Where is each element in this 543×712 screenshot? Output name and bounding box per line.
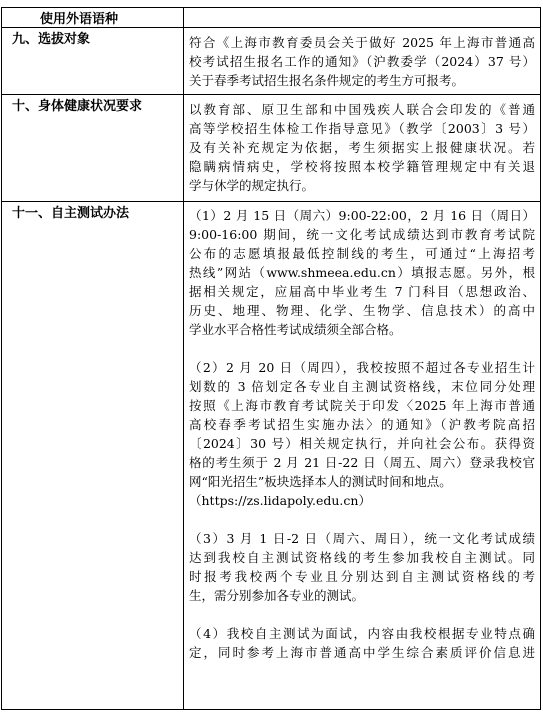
text-line: 学与休学的规定执行。 xyxy=(189,178,315,193)
text-line: （4）我校自主测试为面试，内容由我校根据专业特点确 xyxy=(189,626,535,641)
paragraph-gap xyxy=(184,605,540,624)
text-line: 生，需分别参加各专业的测试。 xyxy=(189,588,365,603)
row-label: 十一、自主测试办法 xyxy=(12,206,130,221)
row-content-cell xyxy=(184,28,541,95)
text-line: 定，同时参考上海市普通高中学生综合素质评价信息进 xyxy=(189,645,535,660)
text-line: 公布的志愿填报最低控制线的考生，可通过“上海招考 xyxy=(189,246,535,261)
text-line: （3）3 月 1 日-2 日（周六、周日），统一文化考试成绩 xyxy=(189,531,535,546)
row-value-cell xyxy=(184,8,541,28)
text-line: 隐瞒病情病史，学校将按照本校学籍管理规定中有关退 xyxy=(189,159,535,174)
text-line: 网“阳光招生”板块选择本人的测试时间和地点。 xyxy=(189,474,452,489)
paragraph-4 xyxy=(184,624,535,662)
text-line: 格的考生须于 2 月 21 日-22 日（周五、周六）登录我校官 xyxy=(189,455,535,470)
paragraph-3 xyxy=(184,529,535,605)
row-label: 十、身体健康状况要求 xyxy=(12,99,143,114)
row-label-cell xyxy=(2,202,184,710)
row-label-cell xyxy=(2,28,184,95)
paragraph-1 xyxy=(184,202,535,339)
text-line: 划数的 3 倍划定各专业自主测试资格线，末位同分处理 xyxy=(189,379,535,394)
text-line: 高校春季考试招生实施办法〉的通知》（沪教考院高招 xyxy=(189,417,535,432)
text-line: 学业水平合格性考试成绩须全部合格。 xyxy=(189,322,402,337)
table-row-selection xyxy=(2,28,541,95)
paragraph-gap xyxy=(184,510,540,529)
text-line: 〔2024〕30 号）相关规定执行，并向社会公布。获得资 xyxy=(189,436,535,451)
text-line: （2）2 月 20 日（周四），我校按照不超过各专业招生计 xyxy=(189,360,535,375)
table-row-health xyxy=(2,95,541,202)
text-line: 按照《上海市教育考试院关于印发〈2025 年上海市普通 xyxy=(189,398,535,413)
text-line: 据相关规定，应届高中毕业考生 7 门科目（思想政治、 xyxy=(189,284,535,299)
table-row-language xyxy=(2,8,541,28)
row-content-cell xyxy=(184,202,541,710)
text-line: 热线”网站（www.shmeea.edu.cn）填报志愿。另外，根 xyxy=(189,265,535,280)
row-label: 使用外语语种 xyxy=(40,12,119,27)
text-line: 及有关补充规定为依据，考生须据实上报健康状况。若 xyxy=(189,140,535,155)
text-line: 校考试招生报名工作的通知》（沪教委学（2024）37 号） xyxy=(189,54,535,69)
text-line: 以教育部、原卫生部和中国残疾人联合会印发的《普通 xyxy=(189,102,535,117)
row-label-cell xyxy=(2,8,184,28)
text-line: 历史、地理、物理、化学、生物学、信息技术）的高中 xyxy=(189,303,535,318)
text-line: 关于春季考试招生报名条件规定的考生方可报考。 xyxy=(189,73,465,88)
text-line: 高等学校招生体检工作指导意见》（教学〔2003〕3 号） xyxy=(189,121,535,136)
table-row-self-test xyxy=(2,202,541,710)
row-label-cell xyxy=(2,95,184,202)
row-label: 九、选拔对象 xyxy=(12,32,91,47)
text-line: 时报考我校两个专业且分别达到自主测试资格线的考 xyxy=(189,569,535,584)
paragraph-2 xyxy=(184,358,535,510)
row-content-cell xyxy=(184,95,541,202)
text-line: 9:00-16:00 期间，统一文化考试成绩达到市教育考试院 xyxy=(189,227,535,242)
text-line: （1）2 月 15 日（周六）9:00-22:00，2 月 16 日（周日） xyxy=(189,208,535,223)
paragraph xyxy=(184,95,535,195)
text-line: （https://zs.lidapoly.edu.cn） xyxy=(189,493,371,508)
admissions-table xyxy=(1,7,541,710)
text-line: 达到我校自主测试资格线的考生参加我校自主测试。同 xyxy=(189,550,535,565)
paragraph-gap xyxy=(184,339,540,358)
paragraph xyxy=(184,28,535,90)
text-line: 符合《上海市教育委员会关于做好 2025 年上海市普通高 xyxy=(189,35,535,50)
